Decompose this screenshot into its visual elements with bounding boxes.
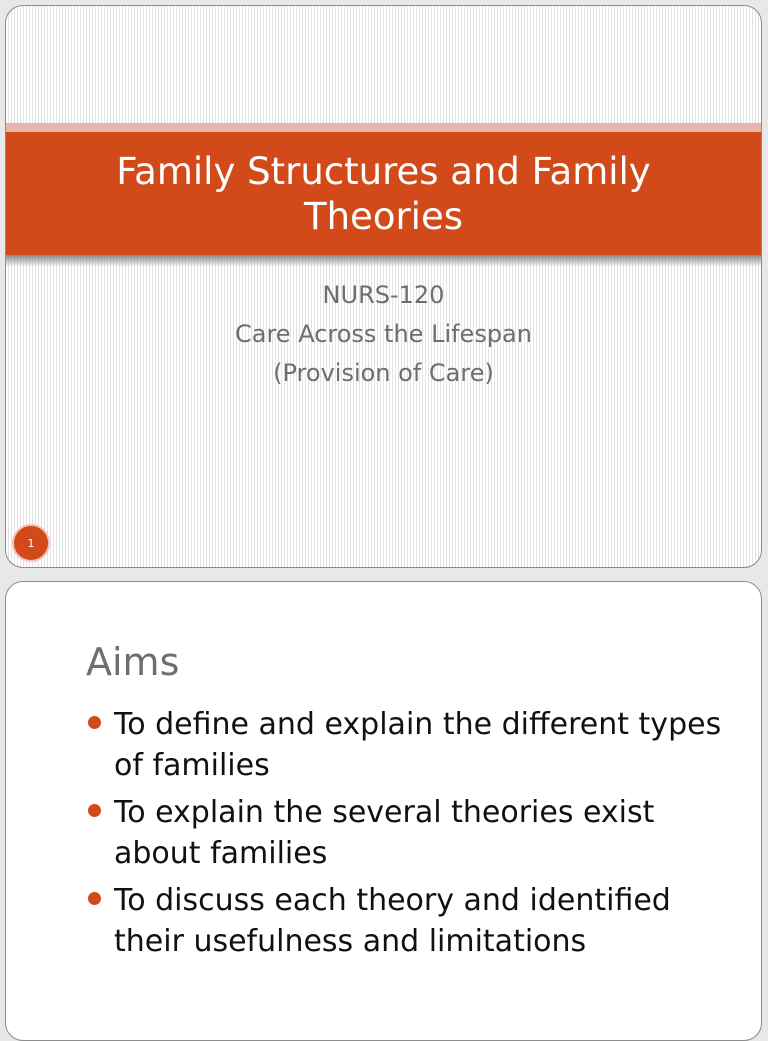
list-item (86, 792, 726, 874)
slide-title: Family Structures and Family Theories (116, 149, 651, 238)
title-band-shadow (6, 255, 761, 267)
title-band (6, 132, 761, 255)
title-band-accent (6, 123, 761, 132)
bullet-icon (88, 804, 101, 817)
aims-list (86, 704, 726, 968)
aims-slide (5, 581, 762, 1041)
subtitle (6, 276, 761, 393)
bullet-icon (88, 716, 101, 729)
list-item (86, 704, 726, 786)
subtitle-course-code: NURS-120 (322, 281, 445, 309)
title-slide (5, 5, 762, 568)
subtitle-course-name: Care Across the Lifespan (235, 320, 532, 348)
list-item-text: To discuss each theory and identified their usefulness and limitations (114, 883, 671, 959)
slide-number-badge: 1 (12, 524, 50, 562)
list-item-text: To explain the several theories exist about families (114, 795, 655, 871)
bullet-icon (88, 892, 101, 905)
list-item (86, 880, 726, 962)
aims-title: Aims (86, 640, 180, 684)
list-item-text: To define and explain the different types of families (114, 707, 722, 783)
subtitle-course-note: (Provision of Care) (273, 359, 494, 387)
